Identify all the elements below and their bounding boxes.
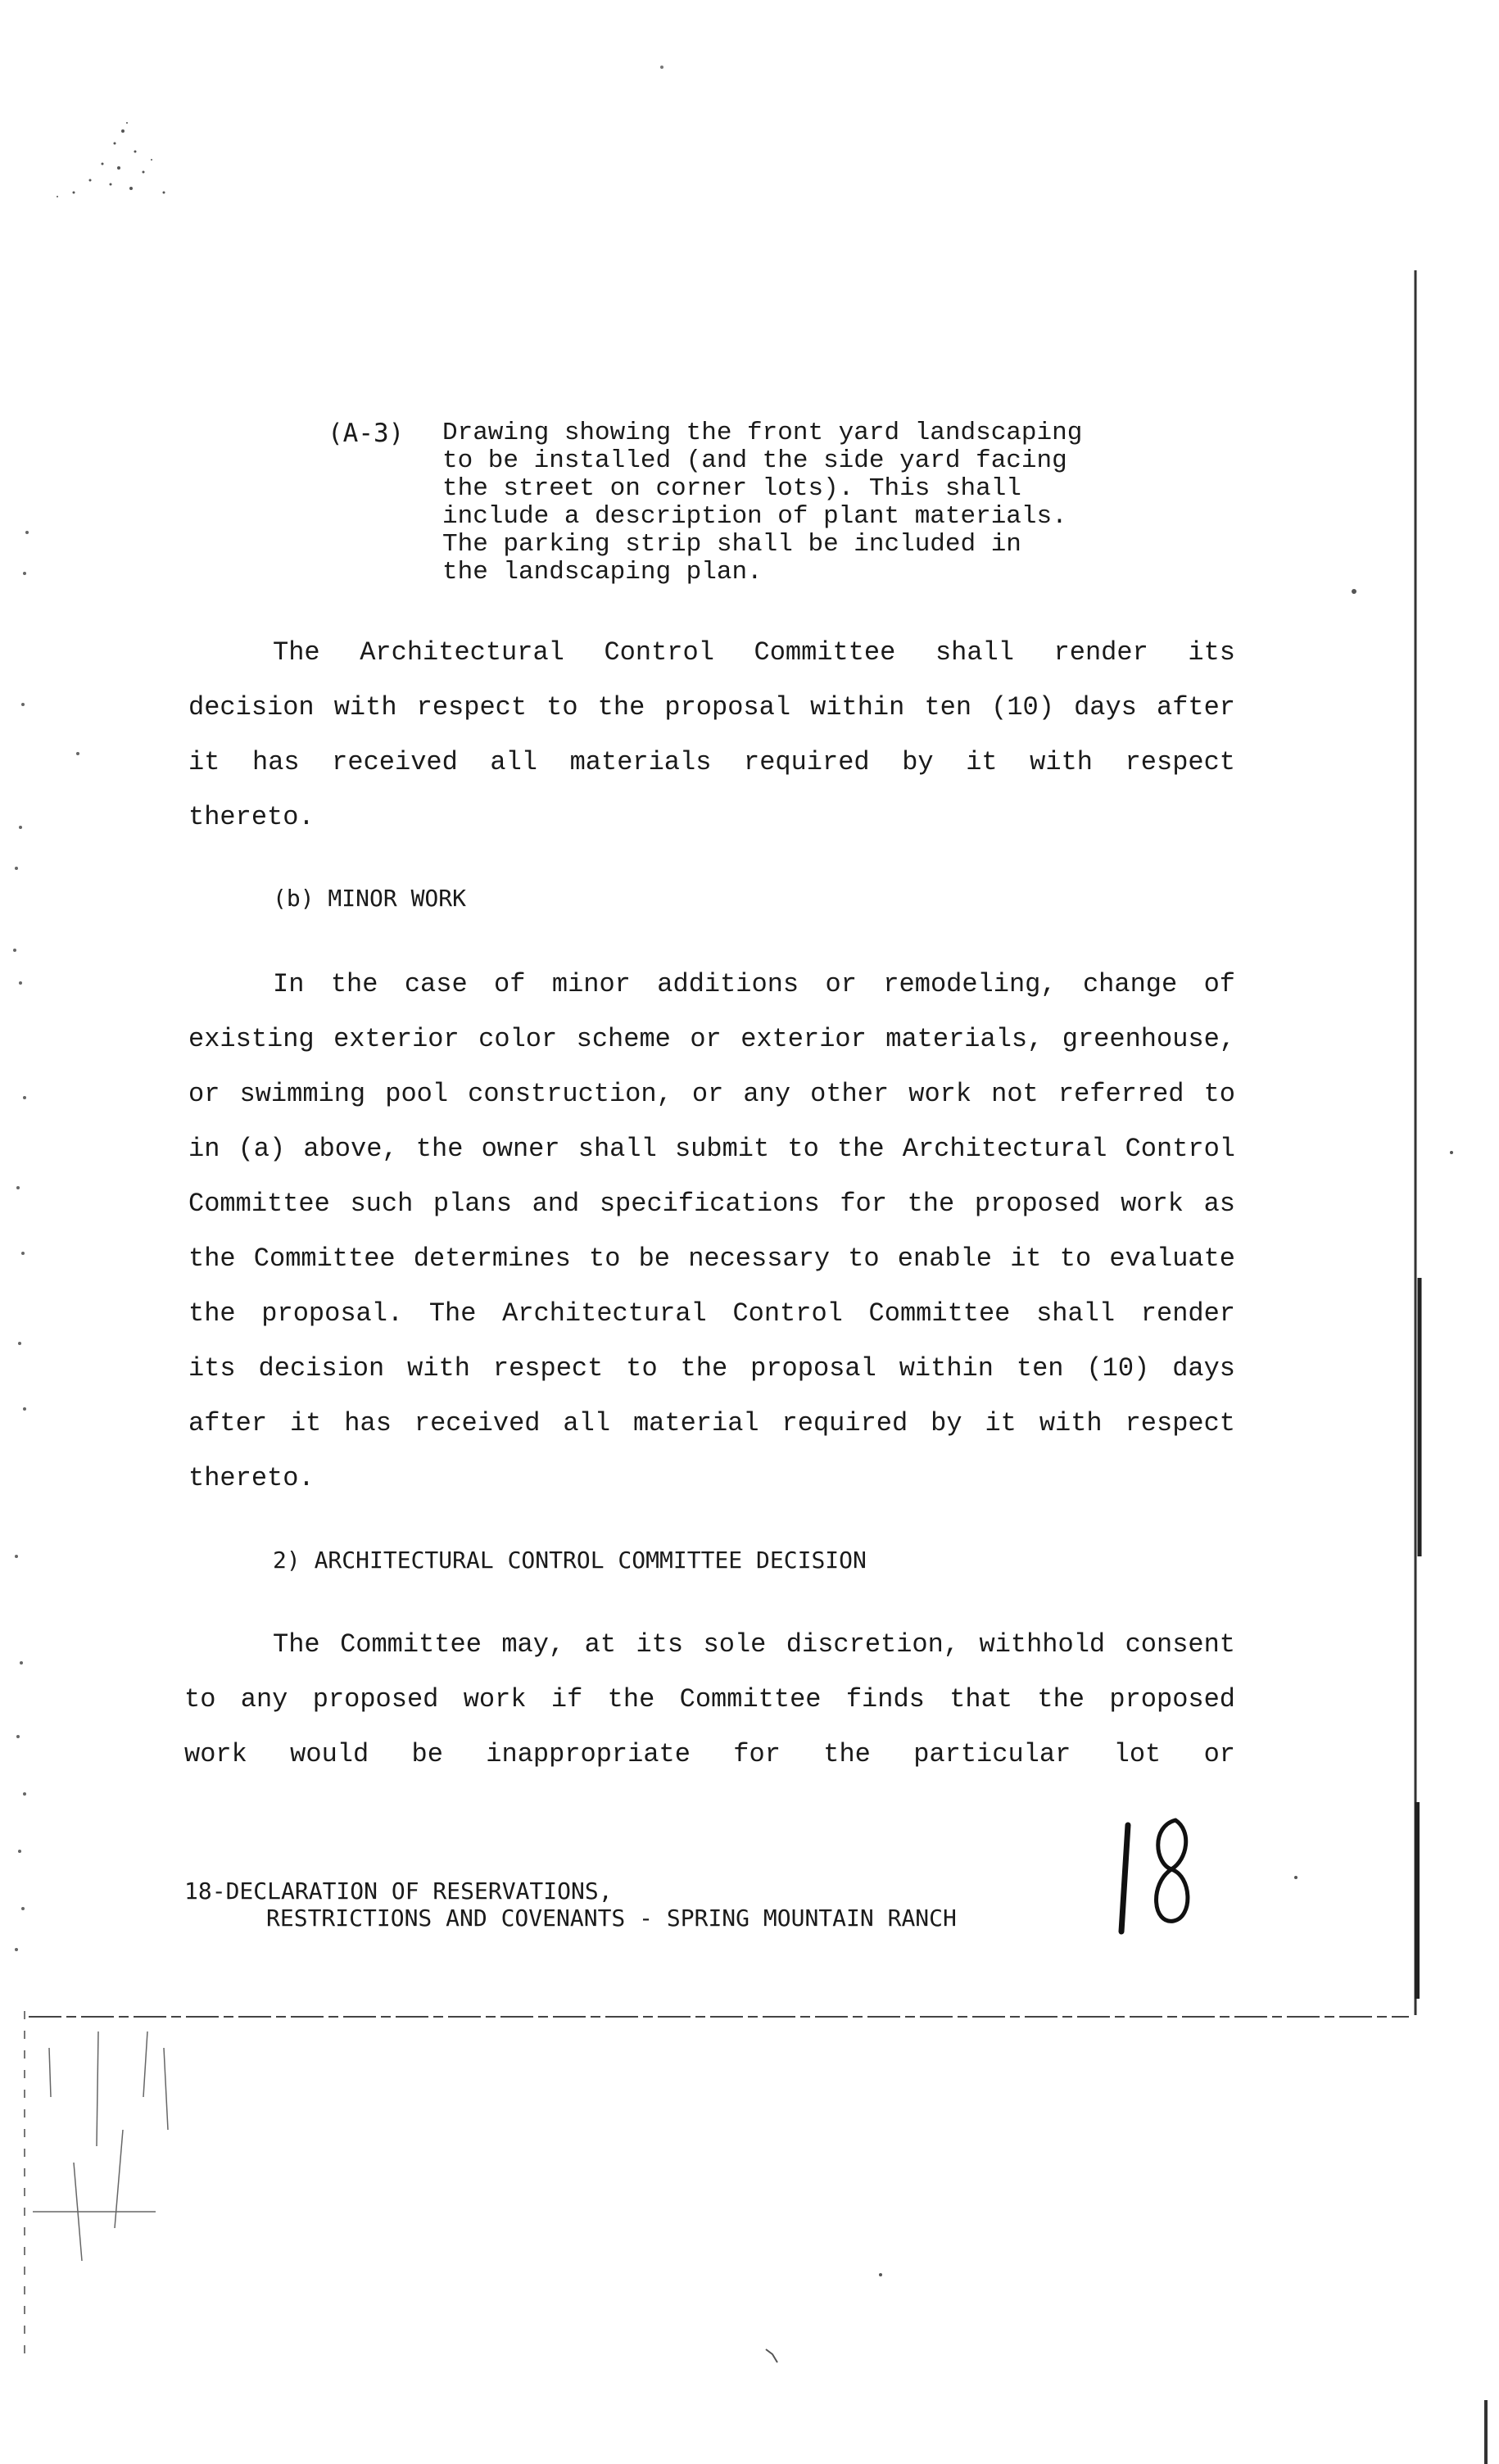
paragraph-line: or swimming pool construction, or any other work not referred to — [188, 1079, 1235, 1109]
paragraph-line: to any proposed work if the Committee finds that the proposed — [184, 1684, 1235, 1714]
speckle-bottom-left — [33, 2031, 168, 2261]
left-margin-specks — [13, 531, 79, 1951]
page-number-18-drawing — [1110, 1802, 1200, 1941]
item-a3-line: the street on corner lots). This shall — [442, 474, 1021, 503]
item-a3-line: the landscaping plan. — [442, 558, 763, 587]
paragraph-line: the proposal. The Architectural Control Committee shall render — [188, 1298, 1235, 1329]
footer-line-2: RESTRICTIONS AND COVENANTS - SPRING MOUNTAIN RANCH — [266, 1905, 957, 1932]
paragraph-line: thereto. — [188, 802, 315, 832]
paragraph-line: it has received all materials required by it with respect — [188, 747, 1235, 777]
paragraph-line: after it has received all material required by it with respect — [188, 1408, 1235, 1438]
section-heading-minor-work: (b) MINOR WORK — [273, 885, 467, 912]
item-a3-line: include a description of plant materials. — [442, 502, 1067, 531]
item-a3-label: (A-3) — [328, 419, 405, 448]
item-a3-line: The parking strip shall be included in — [442, 530, 1021, 559]
paragraph-line: its decision with respect to the proposal within ten (10) days — [188, 1353, 1235, 1384]
footer-line-1: 18-DECLARATION OF RESERVATIONS, — [184, 1877, 613, 1905]
paragraph-line: The Architectural Control Committee shall render its — [273, 637, 1235, 668]
paragraph-line: thereto. — [188, 1463, 315, 1493]
speckle-top-left — [57, 122, 165, 197]
item-a3-line: Drawing showing the front yard landscaping — [442, 419, 1083, 447]
paragraph-line: Committee such plans and specifications for the proposed work as — [188, 1189, 1235, 1219]
paragraph-line: decision with respect to the proposal within ten (10) days after — [188, 692, 1235, 722]
paragraph-line: work would be inappropriate for the particular lot or — [184, 1739, 1235, 1769]
section-heading-committee-decision: 2) ARCHITECTURAL CONTROL COMMITTEE DECISION — [273, 1547, 867, 1574]
handwritten-page-number — [1110, 1802, 1200, 1941]
item-a3-line: to be installed (and the side yard facing — [442, 446, 1067, 475]
paragraph-line: in (a) above, the owner shall submit to the Architectural Control — [188, 1134, 1235, 1164]
paragraph-line: existing exterior color scheme or exterior materials, greenhouse, — [188, 1024, 1235, 1054]
paragraph-line: the Committee determines to be necessary to enable it to evaluate — [188, 1243, 1235, 1274]
footer-document-title — [184, 1877, 957, 1932]
paragraph-line: In the case of minor additions or remodeling, change of — [273, 969, 1235, 999]
paragraph-line: The Committee may, at its sole discretion, withhold consent — [273, 1629, 1235, 1660]
item-a3-text — [442, 419, 1147, 587]
